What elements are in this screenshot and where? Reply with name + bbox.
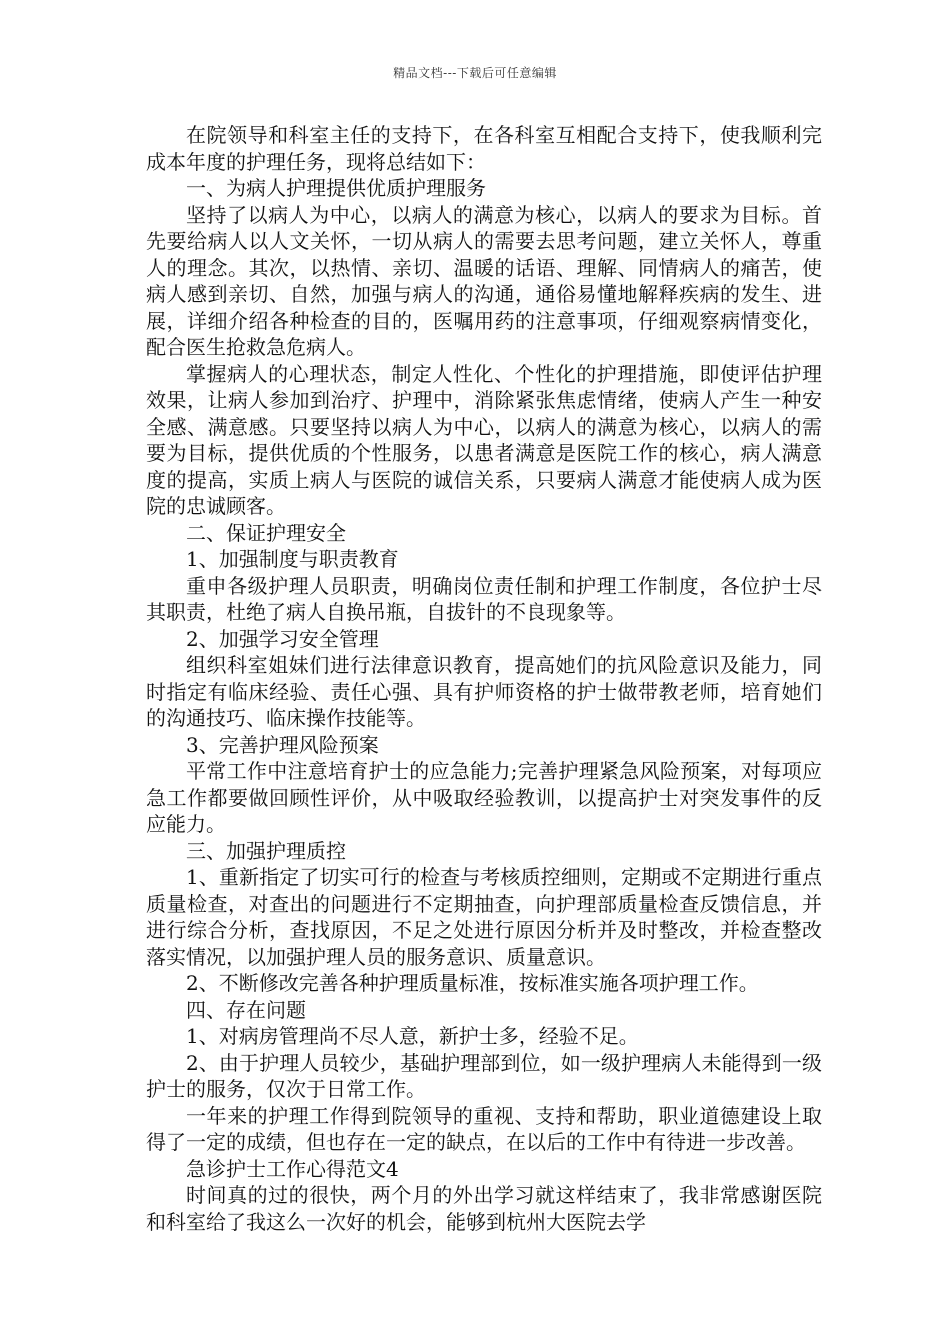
intro-paragraph: 在院领导和科室主任的支持下，在各科室互相配合支持下，使我顺利完成本年度的护理任务，现将总结如下： xyxy=(146,123,822,174)
body-paragraph: 2、由于护理人员较少，基础护理部到位，如一级护理病人未能得到一级护士的服务，仅次于日常工作。 xyxy=(146,1050,822,1101)
page-header: 精品文档---下载后可任意编辑 xyxy=(393,66,557,80)
section-heading-2: 二、保证护理安全 xyxy=(186,520,346,545)
body-paragraph: 1、重新指定了切实可行的检查与考核质控细则，定期或不定期进行重点质量检查，对查出的问题进行不定期抽查，向护理部质量检查反馈信息，并进行综合分析，查找原因，不足之处进行原因分析并及时整改，并检查整改落实情况，以加强护理人员的服务意识、质量意识。 xyxy=(146,865,822,969)
body-paragraph: 组织科室姐妹们进行法律意识教育，提高她们的抗风险意识及能力，同时指定有临床经验、责任心强、具有护师资格的护士做带教老师，培育她们的沟通技巧、临床操作技能等。 xyxy=(146,653,822,730)
subheading: 2、加强学习安全管理 xyxy=(186,626,379,651)
body-paragraph: 重申各级护理人员职责，明确岗位责任制和护理工作制度，各位护士尽其职责，杜绝了病人自换吊瓶，自拔针的不良现象等。 xyxy=(146,573,822,624)
body-paragraph: 一年来的护理工作得到院领导的重视、支持和帮助，职业道德建设上取得了一定的成绩，但也存在一定的缺点，在以后的工作中有待进一步改善。 xyxy=(146,1103,822,1154)
body-paragraph: 2、不断修改完善各种护理质量标准，按标准实施各项护理工作。 xyxy=(186,971,759,995)
section-heading-3: 三、加强护理质控 xyxy=(186,838,346,863)
body-paragraph: 时间真的过的很快，两个月的外出学习就这样结束了，我非常感谢医院和科室给了我这么一次好的机会，能够到杭州大医院去学 xyxy=(146,1183,822,1234)
body-paragraph: 1、对病房管理尚不尽人意，新护士多，经验不足。 xyxy=(186,1024,639,1048)
body-paragraph: 坚持了以病人为中心，以病人的满意为核心，以病人的要求为目标。首先要给病人以人文关怀，一切从病人的需要去思考问题，建立关怀人，尊重人的理念。其次，以热情、亲切、温暖的话语、理解、同情病人的痛苦，使病人感到亲切、自然，加强与病人的沟通，通俗易懂地解释疾病的发生、进展，详细介绍各种检查的目的，医嘱用药的注意事项，仔细观察病情变化，配合医生抢救急危病人。 xyxy=(146,202,822,359)
section-heading-1: 一、为病人护理提供优质护理服务 xyxy=(186,176,486,200)
body-paragraph: 掌握病人的心理状态，制定人性化、个性化的护理措施，即使评估护理效果，让病人参加到治疗、护理中，消除紧张焦虑情绪，使病人产生一种安全感、满意感。只要坚持以病人为中心，以病人的满意为核心，以病人的需要为目标，提供优质的个性服务，以患者满意是医院工作的核心，病人满意度的提高，实质上病人与医院的诚信关系，只要病人满意才能使病人成为医院的忠诚顾客。 xyxy=(146,361,822,518)
document-body xyxy=(146,122,822,1235)
body-paragraph: 平常工作中注意培育护士的应急能力;完善护理紧急风险预案，对每项应急工作都要做回顾性评价，从中吸取经验教训，以提高护士对突发事件的反应能力。 xyxy=(146,759,822,836)
section-heading-4: 四、存在问题 xyxy=(186,997,306,1022)
article-title: 急诊护士工作心得范文4 xyxy=(186,1156,399,1181)
subheading: 1、加强制度与职责教育 xyxy=(186,547,399,571)
subheading: 3、完善护理风险预案 xyxy=(186,732,379,757)
